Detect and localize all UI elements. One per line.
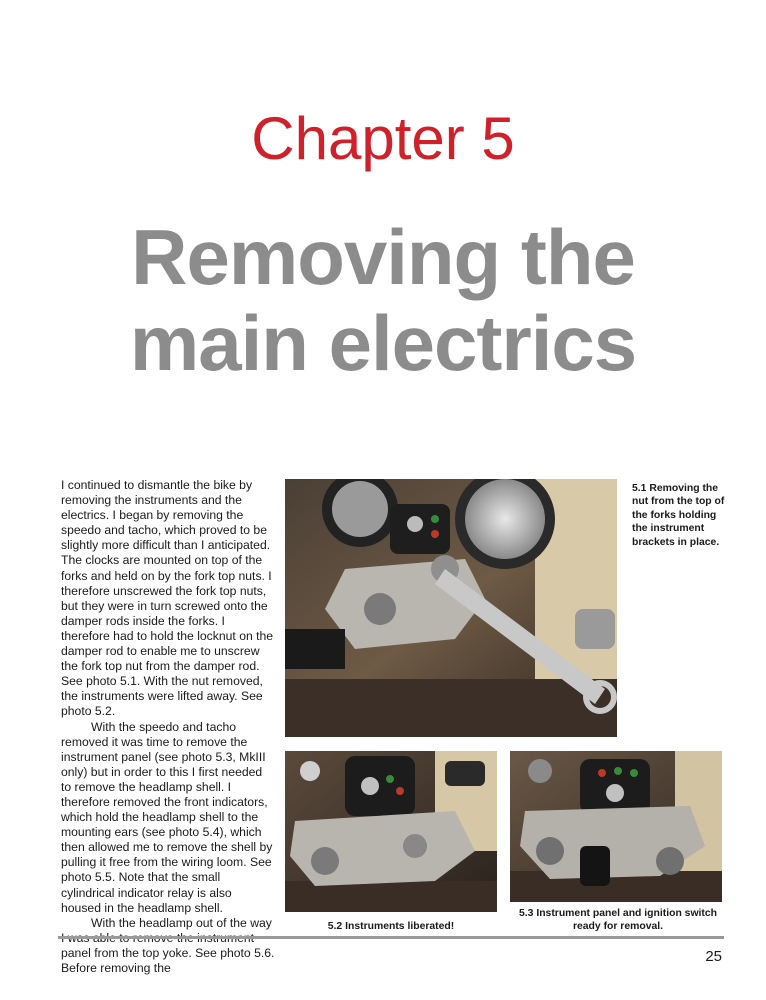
photo-5-1 bbox=[285, 479, 617, 737]
caption-photo-5-1: 5.1 Removing the nut from the top of the forks holding the instrument brackets in place. bbox=[632, 483, 725, 548]
body-paragraph: I continued to dismantle the bike by removing the instruments and the electrics. I began by removing the speedo and tacho, which proved to be slightly more difficult than I anticipated. The clocks are mounted on top of the forks and held on by the fork top nuts. I therefore unscrewed the fork top nuts, but they were in turn screwed onto the damper rods inside the forks. I therefore had to hold the locknut on the damper rod to enable me to unscrew the fork top nut from the damper rod. See photo 5.1. With the nut removed, the instruments were lifted away. See photo 5.2. bbox=[61, 478, 274, 719]
body-text bbox=[61, 478, 275, 976]
body-paragraph: With the speedo and tacho removed it was time to remove the instrument panel (see photo 5.3, MkIII only) but in order to this I first needed to remove the headlamp shell. I therefore removed the front indicators, which hold the headlamp shell to the mounting ears (see photo 5.4), which then allowed me to remove the shell by pulling it free from the wiring loom. See photo 5.5. Note that the small cylindrical indicator relay is also housed in the headlamp shell. bbox=[61, 719, 273, 915]
body-paragraph: With the headlamp out of the way panel from the top yoke. See photo 5.6. Before removing the bbox=[61, 915, 275, 975]
photo-5-3 bbox=[510, 751, 722, 902]
chapter-label: Chapter 5 bbox=[251, 105, 515, 172]
caption-photo-5-3: 5.3 Instrument panel and ignition switch ready for removal. bbox=[518, 908, 718, 933]
chapter-title bbox=[0, 214, 766, 386]
chapter-title-line-2: main electrics bbox=[129, 299, 637, 387]
caption-photo-5-2: 5.2 Instruments liberated! bbox=[327, 921, 455, 932]
footer-rule bbox=[58, 936, 724, 939]
page-number: 25 bbox=[705, 948, 722, 965]
photo-5-2 bbox=[285, 751, 497, 912]
chapter-title-line-1: Removing the bbox=[131, 213, 635, 301]
